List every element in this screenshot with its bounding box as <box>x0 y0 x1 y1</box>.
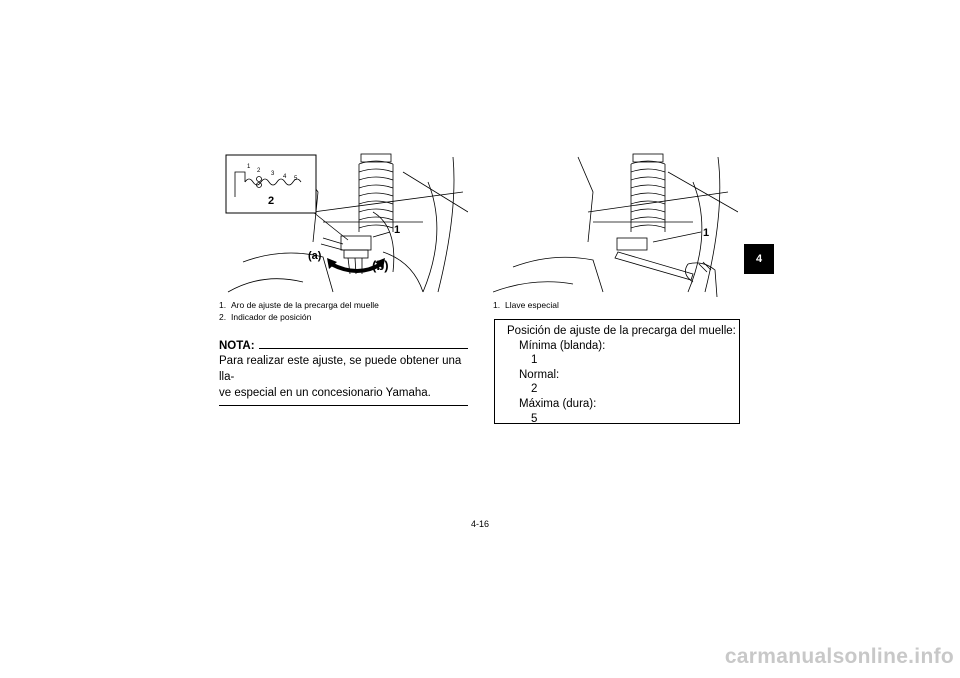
label-a: (a) <box>308 250 322 262</box>
callout-1: 1 <box>703 227 710 239</box>
inset-scale-3: 3 <box>271 171 275 177</box>
inset-scale-5: 5 <box>294 176 298 182</box>
normal-label: Normal: <box>519 368 560 381</box>
chapter-tab: 4 <box>744 244 774 274</box>
note-end-rule <box>219 405 468 406</box>
note-body: Para realizar este ajuste, se puede obtener una lla- ve especial en un concesionario Yamaha. <box>219 355 462 399</box>
callout-1: 1 <box>394 224 401 236</box>
inset-scale-2: 2 <box>257 168 261 174</box>
caption-item: 1. Aro de ajuste de la precarga del muelle <box>219 300 379 310</box>
min-value: 1 <box>531 354 538 367</box>
note-heading: NOTA: <box>219 340 468 352</box>
caption-item: 2. Indicador de posición <box>219 312 312 322</box>
callout-2: 2 <box>268 195 275 207</box>
heading-rule <box>259 348 468 349</box>
note-section <box>219 340 468 406</box>
figure-left-caption <box>219 299 379 323</box>
figure-right-caption <box>493 299 559 311</box>
min-label: Mínima (blanda): <box>519 339 606 352</box>
special-wrench-illustration <box>493 152 738 297</box>
max-value: 5 <box>531 412 538 425</box>
max-label: Máxima (dura): <box>519 397 597 410</box>
watermark: carmanualsonline.info <box>724 645 954 668</box>
preload-settings-box <box>494 319 740 424</box>
page-number: 4-16 <box>470 519 489 529</box>
inset-scale-1: 1 <box>247 164 251 170</box>
inset-scale-4: 4 <box>283 174 287 180</box>
label-b: (b) <box>372 258 389 273</box>
settings-title: Posición de ajuste de la precarga del muelle: <box>507 325 736 337</box>
normal-value: 2 <box>531 383 538 396</box>
preload-ring-illustration <box>223 152 468 297</box>
caption-item: 1. Llave especial <box>493 300 559 310</box>
